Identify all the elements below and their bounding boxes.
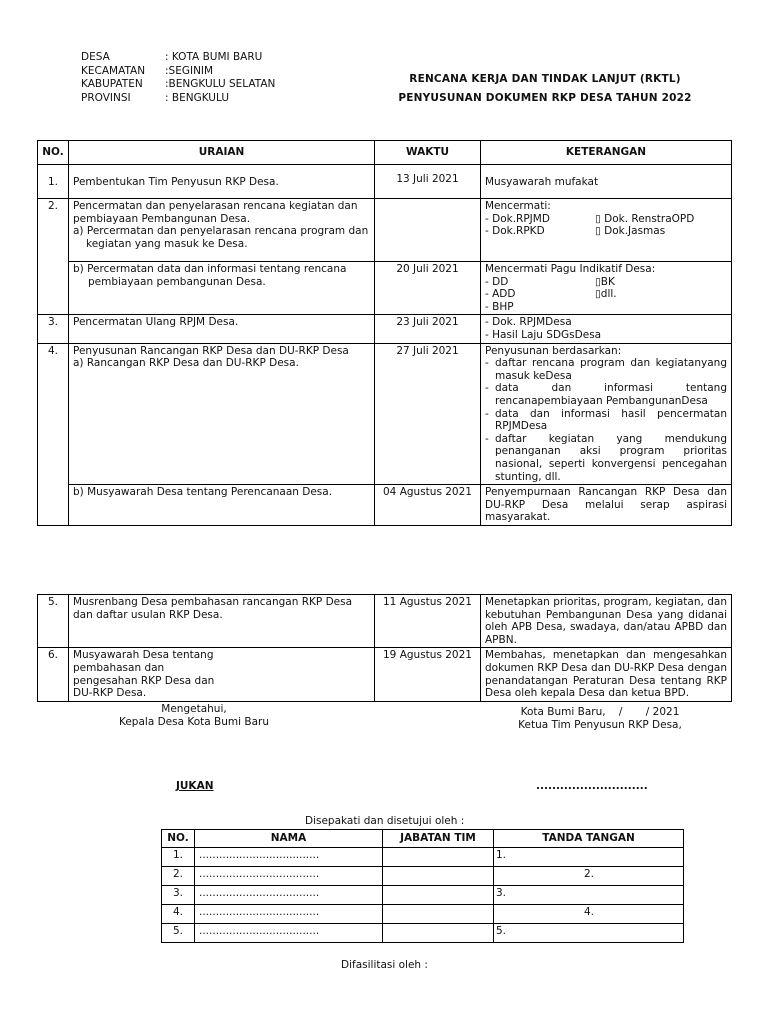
cell-nama: .................................... <box>195 924 383 943</box>
header-key: PROVINSI <box>81 91 131 104</box>
ket-row <box>485 225 727 238</box>
cell-ttd: 4. <box>494 905 684 924</box>
table-row <box>38 199 732 262</box>
table-row <box>38 262 732 315</box>
cell-waktu: 20 Juli 2021 <box>375 262 481 315</box>
ket-row <box>485 213 727 226</box>
col-header-tanda-tangan: TANDA TANGAN <box>494 830 684 848</box>
checkbox-icon: ▯ <box>595 225 601 238</box>
header-value: :BENGKULU SELATAN <box>165 78 276 90</box>
table-row <box>38 595 732 648</box>
cell-keterangan <box>481 199 732 262</box>
header-value: : KOTA BUMI BARU <box>165 51 263 63</box>
ket-row <box>485 276 727 289</box>
cell-no: 1. <box>162 848 195 867</box>
uraian-sub-a: a) Rancangan RKP Desa dan DU-RKP Desa. <box>73 357 299 370</box>
col-header-jabatan: JABATAN TIM <box>383 830 494 848</box>
uraian-text: Penyusunan Rancangan RKP Desa dan DU-RKP Desa <box>73 344 349 357</box>
cell-nama: .................................... <box>195 905 383 924</box>
cell-ttd: 2. <box>494 867 684 886</box>
header-key: KECAMATAN <box>81 64 146 77</box>
cell-nama: .................................... <box>195 867 383 886</box>
cell-keterangan <box>481 343 732 485</box>
cell-no: 6. <box>38 648 69 701</box>
uraian-sub-b: b) Percermatan data dan informasi tentang rencana pembiayaan pembangunan Desa. <box>73 263 347 288</box>
ket-item: - DD <box>485 275 509 288</box>
cell-jabatan <box>383 905 494 924</box>
table-row <box>162 867 684 886</box>
cell-nama: .................................... <box>195 848 383 867</box>
cell-jabatan <box>383 867 494 886</box>
table-row <box>162 848 684 867</box>
document-title <box>380 70 710 108</box>
header-key: KABUPATEN <box>81 78 143 90</box>
cell-waktu <box>375 199 481 262</box>
cell-ttd: 5. <box>494 924 684 943</box>
cell-ttd: 3. <box>494 886 684 905</box>
cell-no: 3. <box>38 315 69 343</box>
header-row-kabupaten <box>81 78 275 92</box>
ket-list-item: - data dan informasi tentang rencanapembiayaan PembangunanDesa <box>485 382 727 407</box>
agreed-text: Disepakati dan disetujui oleh : <box>305 815 465 827</box>
sign-left-line-2: Kepala Desa Kota Bumi Baru <box>118 716 270 728</box>
table-row <box>162 905 684 924</box>
header-value: :SEGINIM <box>165 64 214 77</box>
cell-uraian <box>69 199 375 262</box>
cell-keterangan <box>481 262 732 315</box>
cell-nama: .................................... <box>195 886 383 905</box>
header-info <box>81 51 275 105</box>
checkbox-icon: ▯ <box>595 288 601 301</box>
cell-ttd: 1. <box>494 848 684 867</box>
rktl-table <box>37 140 732 526</box>
cell-waktu: 04 Agustus 2021 <box>375 485 481 526</box>
table-row <box>38 343 732 485</box>
cell-jabatan <box>383 886 494 905</box>
cell-no: 5. <box>38 595 69 648</box>
table-row <box>162 886 684 905</box>
header-value: : BENGKULU <box>165 91 230 104</box>
header-row-desa <box>81 51 275 65</box>
uraian-sub-a: a) Percermatan dan penyelarasan rencana program dan kegiatan yang masuk ke Desa. <box>73 225 369 250</box>
facilitated-text: Difasilitasi oleh : <box>341 959 428 971</box>
title-line-2: PENYUSUNAN DOKUMEN RKP DESA TAHUN 2022 <box>398 92 692 104</box>
cell-waktu: 23 Juli 2021 <box>375 315 481 343</box>
ket-title: Mencermati Pagu Indikatif Desa: <box>485 263 656 275</box>
cell-jabatan <box>383 848 494 867</box>
ket-list-item: - daftar kegiatan yang mendukung penanganan aksi program prioritas nasional, seperti konvergensi pencegahan stunting, dll. <box>485 432 727 483</box>
col-header-keterangan: KETERANGAN <box>481 141 732 165</box>
cell-no: 4. <box>38 343 69 525</box>
sign-left-name: JUKAN <box>176 780 214 792</box>
cell-no: 1. <box>38 165 69 199</box>
cell-waktu: 27 Juli 2021 <box>375 343 481 485</box>
title-line-1: RENCANA KERJA DAN TINDAK LANJUT (RKTL) <box>409 73 681 85</box>
ket-list-item: - daftar rencana program dan kegiatanyang masuk keDesa <box>485 357 727 382</box>
cell-keterangan: Penyempurnaan Rancangan RKP Desa dan DU-RKP Desa melalui serap aspirasi masyarakat. <box>481 485 732 526</box>
table-row <box>38 165 732 199</box>
cell-uraian: Musyawarah Desa tentang pembahasan dan pengesahan RKP Desa dan DU-RKP Desa. <box>69 648 375 701</box>
table-row <box>38 485 732 526</box>
cell-uraian: Pembentukan Tim Penyusun RKP Desa. <box>69 165 375 199</box>
table-row <box>162 924 684 943</box>
table-header-row <box>38 141 732 165</box>
signature-left <box>100 703 288 729</box>
header-row-kecamatan <box>81 65 275 79</box>
cell-uraian <box>69 262 375 315</box>
checkbox-icon: ▯ <box>595 212 601 225</box>
signature-right <box>500 706 700 732</box>
ket-item: - Hasil Laju SDGsDesa <box>485 328 602 341</box>
ket-item: - Dok. RPJMDesa <box>485 316 572 329</box>
ket-item: - Dok.RPKD <box>485 225 545 238</box>
cell-no: 4. <box>162 905 195 924</box>
col-header-no: NO. <box>38 141 69 165</box>
team-table <box>161 829 684 943</box>
cell-uraian <box>69 343 375 485</box>
table-row <box>38 315 732 343</box>
header-key: DESA <box>81 51 110 63</box>
sign-right-line-2: Ketua Tim Penyusun RKP Desa, <box>518 719 682 731</box>
header-row-provinsi <box>81 92 275 106</box>
ket-item: ▯ Dok. RenstraOPD <box>595 212 695 225</box>
uraian-text: Pencermatan dan penyelarasan rencana kegiatan dan pembiayaan Pembangunan Desa. <box>73 200 358 225</box>
ket-row <box>485 288 727 301</box>
ket-list-item: - data dan informasi hasil pencermatan RPJMDesa <box>485 407 727 433</box>
sign-right-name: ............................ <box>536 780 648 792</box>
table-row <box>38 648 732 701</box>
checkbox-icon: ▯ <box>595 275 601 288</box>
cell-keterangan: Musyawarah mufakat <box>481 165 732 199</box>
cell-uraian: Musrenbang Desa pembahasan rancangan RKP Desa dan daftar usulan RKP Desa. <box>69 595 375 648</box>
ket-item: ▯BK <box>595 275 615 288</box>
cell-no: 2. <box>38 199 69 315</box>
col-header-waktu: WAKTU <box>375 141 481 165</box>
ket-item: - ADD <box>485 288 516 301</box>
sign-left-line-1: Mengetahui, <box>161 703 227 715</box>
rktl-table-continued <box>37 594 732 702</box>
cell-keterangan: Membahas, menetapkan dan mengesahkan dokumen RKP Desa dan DU-RKP Desa dengan penandatangan Peraturan Desa tentang RKP Desa oleh kepala Desa dan ketua BPD. <box>481 648 732 701</box>
ket-title: Mencermati: <box>485 200 551 212</box>
ket-item: ▯dll. <box>595 288 617 301</box>
ket-title: Penyusunan berdasarkan: <box>485 344 622 357</box>
cell-waktu: 19 Agustus 2021 <box>375 648 481 701</box>
ket-item: - Dok.RPJMD <box>485 212 550 225</box>
col-header-uraian: URAIAN <box>69 141 375 165</box>
cell-uraian: b) Musyawarah Desa tentang Perencanaan Desa. <box>69 485 375 526</box>
ket-item: - BHP <box>485 300 514 313</box>
cell-waktu: 11 Agustus 2021 <box>375 595 481 648</box>
cell-no: 5. <box>162 924 195 943</box>
cell-no: 3. <box>162 886 195 905</box>
ket-item: ▯ Dok.Jasmas <box>595 225 666 238</box>
cell-uraian: Pencermatan Ulang RPJM Desa. <box>69 315 375 343</box>
col-header-no: NO. <box>162 830 195 848</box>
cell-keterangan <box>481 315 732 343</box>
team-header-row <box>162 830 684 848</box>
cell-jabatan <box>383 924 494 943</box>
cell-keterangan: Menetapkan prioritas, program, kegiatan, dan kebutuhan Pembangunan Desa yang didanai oleh APB Desa, swadaya, dan/atau APBD dan APBN. <box>481 595 732 648</box>
sign-right-line-1: Kota Bumi Baru, / / 2021 <box>520 706 680 718</box>
cell-no: 2. <box>162 867 195 886</box>
cell-waktu: 13 Juli 2021 <box>375 165 481 199</box>
col-header-nama: NAMA <box>195 830 383 848</box>
